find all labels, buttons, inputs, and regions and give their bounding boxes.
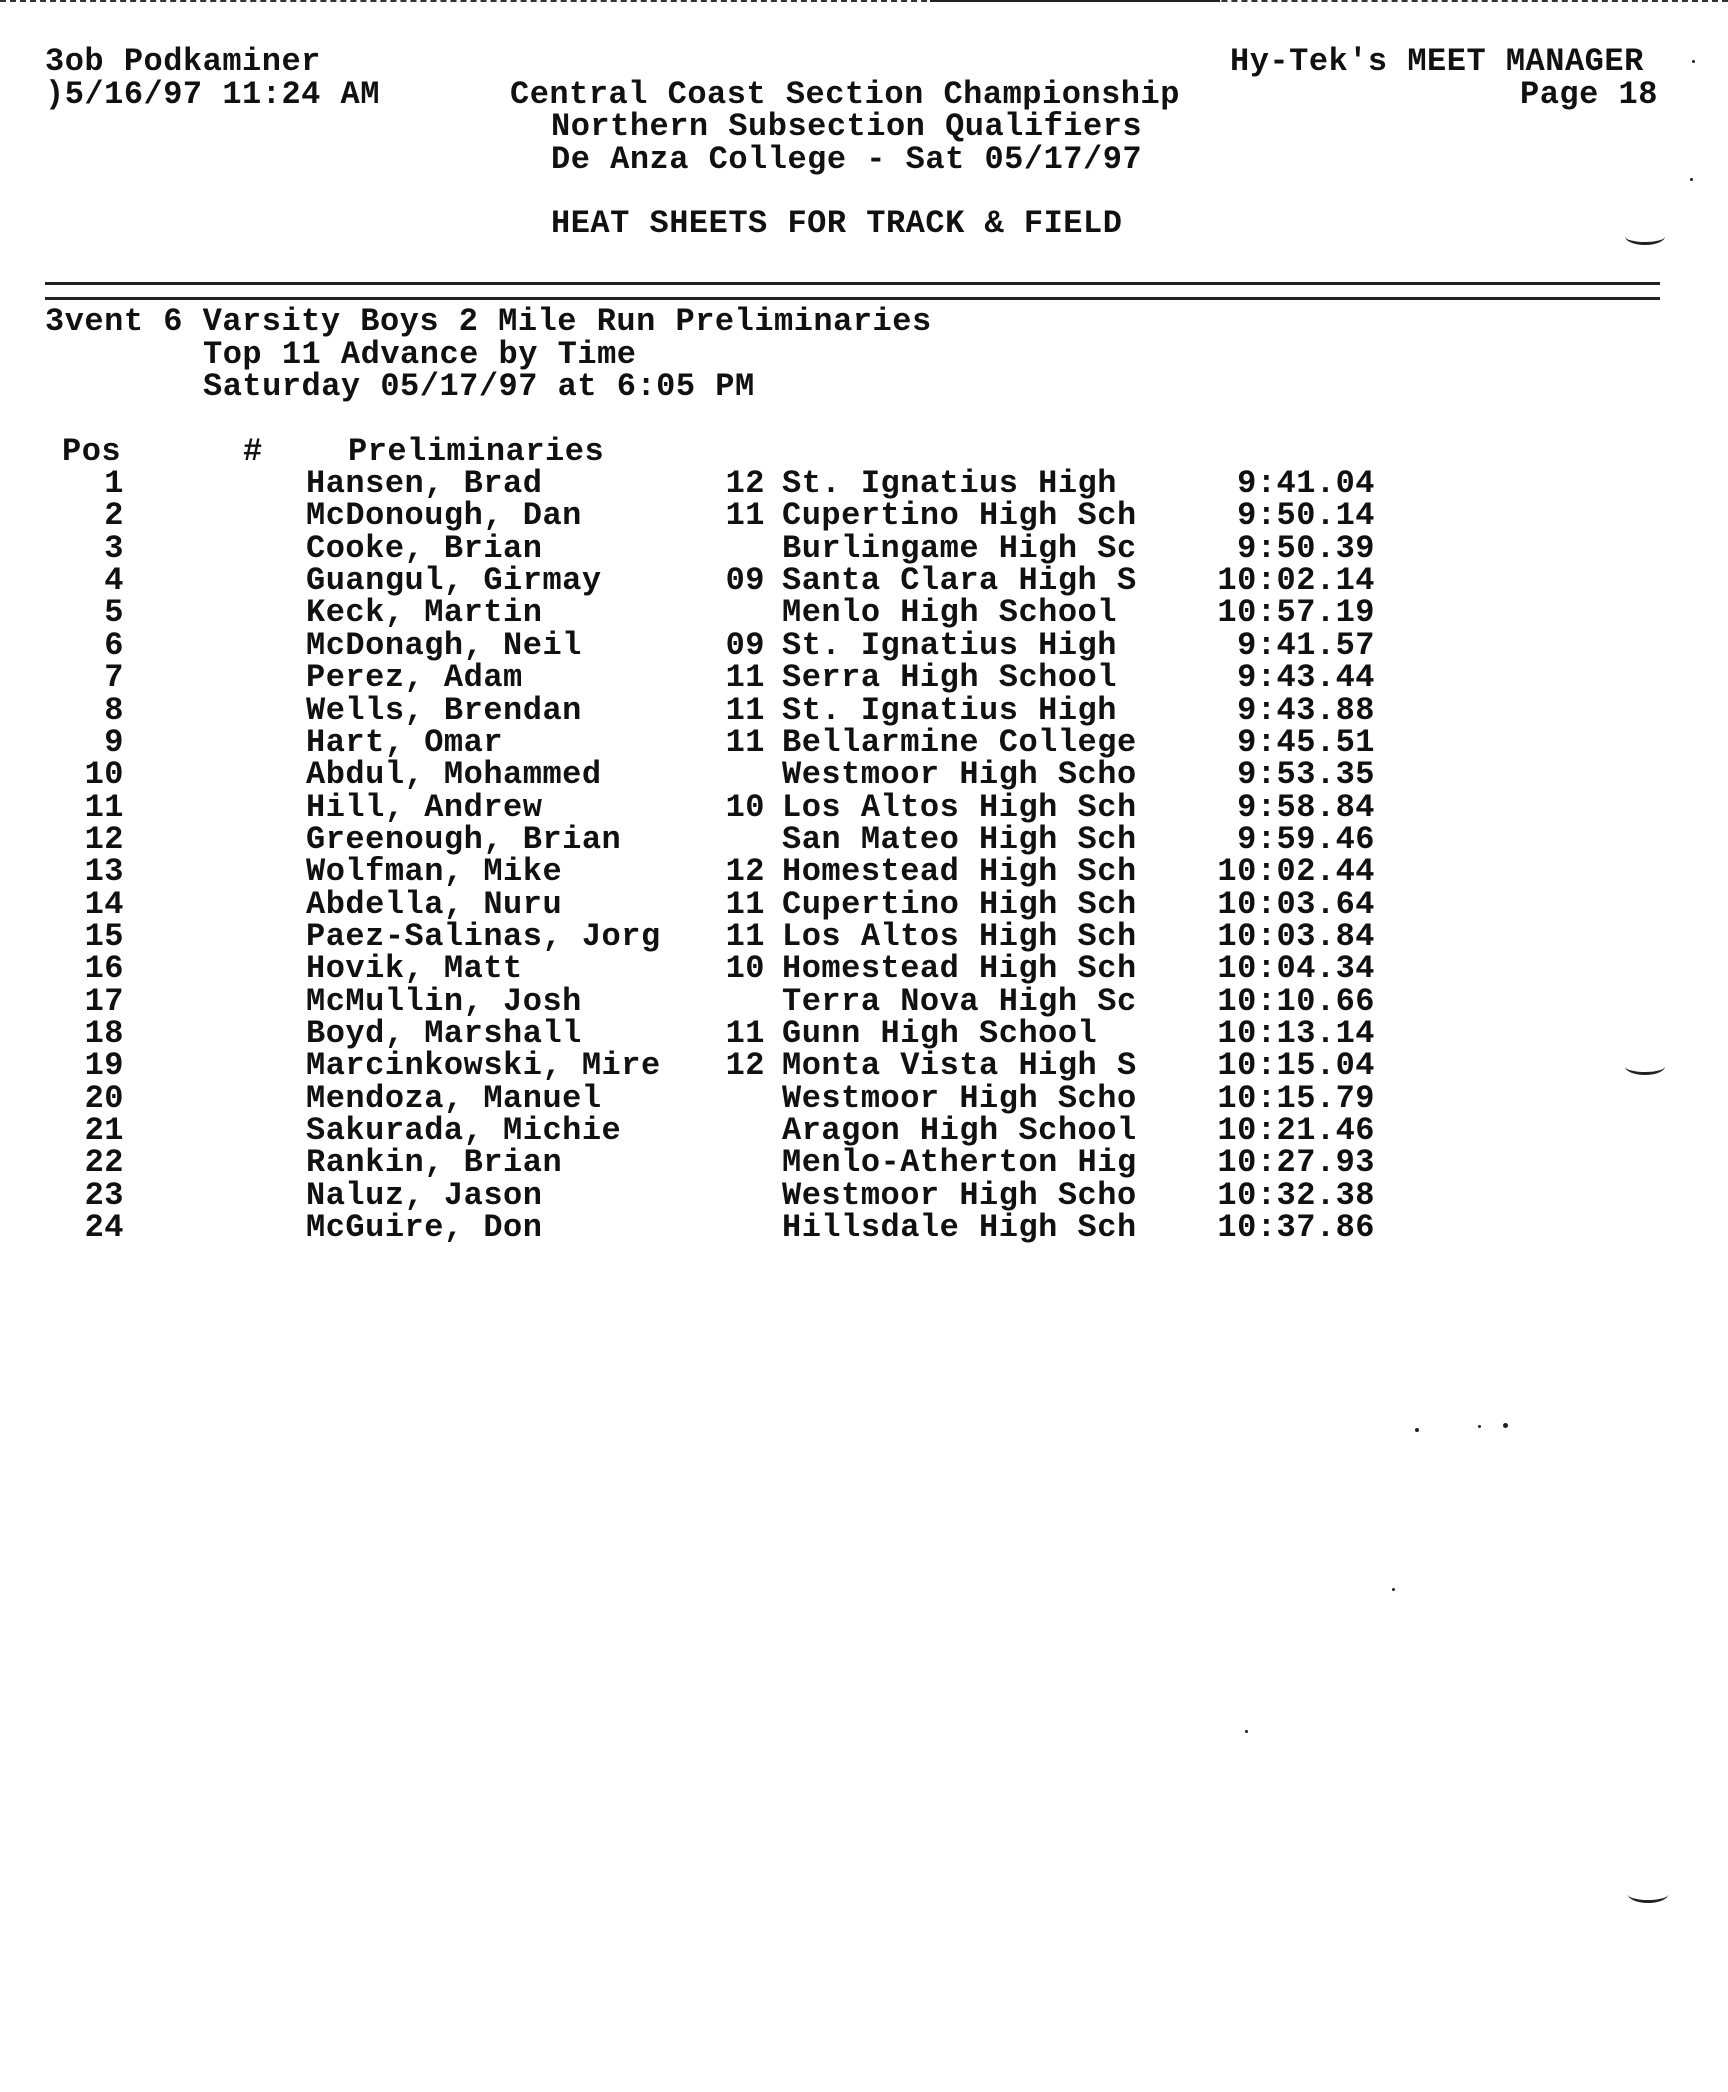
position-cell: 2 [104,497,124,535]
athlete-name-cell: Cooke, Brian [306,529,543,567]
school-cell: Cupertino High Sch [782,885,1137,923]
scan-border-top [0,0,1728,5]
table-row [0,756,1728,794]
event-advance-rule: Top 11 Advance by Time [203,336,637,373]
seed-time-cell: 10:15.79 [1217,1079,1375,1117]
position-cell: 11 [84,788,124,826]
seed-time-cell: 9:50.39 [1237,529,1375,567]
scan-speck [1415,1428,1419,1432]
school-cell: Homestead High Sch [782,853,1137,891]
table-row [0,691,1728,729]
seed-time-cell: 10:21.46 [1217,1112,1375,1149]
sheet-heading: HEAT SHEETS FOR TRACK & FIELD [551,205,1123,242]
seed-time-cell: 10:32.38 [1217,1176,1375,1214]
school-cell: Los Altos High Sch [782,788,1137,826]
athlete-name-cell: Greenough, Brian [306,820,622,858]
seed-time-cell: 9:43.44 [1237,659,1375,697]
athlete-name-cell: Naluz, Jason [306,1176,543,1214]
table-row [0,626,1728,664]
grade-cell: 09 [725,626,765,664]
position-cell: 10 [84,756,124,794]
school-cell: Menlo High School [782,594,1117,632]
position-cell: 4 [104,562,124,599]
table-row [0,594,1728,632]
athlete-name-cell: McDonough, Dan [306,497,582,535]
athlete-name-cell: Abdella, Nuru [306,885,563,923]
table-row [0,1176,1728,1214]
athlete-name-cell: Hansen, Brad [306,465,543,502]
table-row [0,950,1728,988]
school-cell: Bellarmine College [782,723,1137,761]
seed-time-cell: 10:13.14 [1217,1015,1375,1052]
grade-cell: 11 [725,497,765,535]
athlete-name-cell: Hill, Andrew [306,788,543,826]
scan-mark [1628,1886,1668,1903]
school-cell: St. Ignatius High [782,626,1117,664]
position-cell: 24 [84,1209,124,1247]
position-cell: 6 [104,626,124,664]
seed-time-cell: 9:50.14 [1237,497,1375,535]
table-row [0,1144,1728,1182]
athlete-name-cell: Boyd, Marshall [306,1015,582,1052]
school-cell: Serra High School [782,659,1117,697]
athlete-name-cell: Paez-Salinas, Jorg [306,917,661,955]
grade-cell: 09 [725,562,765,599]
table-row [0,659,1728,697]
grade-cell: 11 [725,1015,765,1052]
athlete-name-cell: McMullin, Josh [306,982,582,1020]
school-cell: Monta Vista High S [782,1047,1137,1085]
position-cell: 22 [84,1144,124,1182]
school-cell: Homestead High Sch [782,950,1137,988]
school-cell: St. Ignatius High [782,465,1117,502]
divider-rule [45,282,1660,300]
position-cell: 16 [84,950,124,988]
position-cell: 13 [84,853,124,891]
school-cell: Menlo-Atherton Hig [782,1144,1137,1182]
event-schedule: Saturday 05/17/97 at 6:05 PM [203,368,755,405]
table-row [0,982,1728,1020]
position-cell: 5 [104,594,124,632]
seed-time-cell: 9:43.88 [1237,691,1375,729]
seed-time-cell: 10:02.14 [1217,562,1375,599]
report-datetime: )5/16/97 11:24 AM [45,76,380,113]
table-row [0,788,1728,826]
scan-border-solid [930,0,1220,2]
position-cell: 8 [104,691,124,729]
seed-time-cell: 10:37.86 [1217,1209,1375,1247]
scan-speck [1692,60,1695,63]
athlete-name-cell: Marcinkowski, Mire [306,1047,661,1085]
athlete-name-cell: Rankin, Brian [306,1144,563,1182]
grade-cell: 12 [725,853,765,891]
athlete-name-cell: Sakurada, Michie [306,1112,622,1149]
position-cell: 12 [84,820,124,858]
seed-time-cell: 10:03.84 [1217,917,1375,955]
school-cell: Santa Clara High S [782,562,1137,599]
scan-mark [1625,228,1665,245]
school-cell: Aragon High School [782,1112,1137,1149]
school-cell: Cupertino High Sch [782,497,1137,535]
school-cell: Burlingame High Sc [782,529,1137,567]
school-cell: Terra Nova High Sc [782,982,1137,1020]
athlete-name-cell: Abdul, Mohammed [306,756,602,794]
table-row [0,820,1728,858]
seed-time-cell: 9:41.57 [1237,626,1375,664]
athlete-name-cell: Perez, Adam [306,659,523,697]
athlete-name-cell: Guangul, Girmay [306,562,602,599]
scan-speck [1245,1730,1248,1733]
seed-time-cell: 9:58.84 [1237,788,1375,826]
seed-time-cell: 9:41.04 [1237,465,1375,502]
seed-time-cell: 10:10.66 [1217,982,1375,1020]
page-number: Page 18 [1520,76,1658,113]
seed-time-cell: 10:04.34 [1217,950,1375,988]
table-row [0,723,1728,761]
column-header-pos: Pos [62,433,122,470]
school-cell: Hillsdale High Sch [782,1209,1137,1247]
table-row [0,497,1728,535]
athlete-name-cell: Hovik, Matt [306,950,523,988]
table-row [0,853,1728,891]
position-cell: 21 [84,1112,124,1149]
grade-cell: 12 [725,1047,765,1085]
table-row [0,1112,1728,1149]
table-row [0,562,1728,599]
school-cell: Gunn High School [782,1015,1098,1052]
athlete-name-cell: Wolfman, Mike [306,853,563,891]
position-cell: 1 [104,465,124,502]
athlete-name-cell: Hart, Omar [306,723,504,761]
school-cell: Westmoor High Scho [782,756,1137,794]
grade-cell: 12 [725,465,765,502]
table-row [0,1047,1728,1085]
table-row [0,529,1728,567]
school-cell: San Mateo High Sch [782,820,1137,858]
grade-cell: 11 [725,885,765,923]
athlete-name-cell: McDonagh, Neil [306,626,582,664]
position-cell: 15 [84,917,124,955]
seed-time-cell: 10:15.04 [1217,1047,1375,1085]
meet-subtitle: Northern Subsection Qualifiers [551,108,1143,145]
table-row [0,885,1728,923]
position-cell: 9 [104,723,124,761]
seed-time-cell: 9:45.51 [1237,723,1375,761]
meet-title: Central Coast Section Championship [510,76,1180,113]
column-header-round: Preliminaries [348,433,605,470]
grade-cell: 11 [725,659,765,697]
athlete-name-cell: Mendoza, Manuel [306,1079,602,1117]
table-row [0,1079,1728,1117]
position-cell: 17 [84,982,124,1020]
author-name: 3ob Podkaminer [45,43,321,80]
position-cell: 20 [84,1079,124,1117]
position-cell: 7 [104,659,124,697]
school-cell: Los Altos High Sch [782,917,1137,955]
school-cell: St. Ignatius High [782,691,1117,729]
grade-cell: 11 [725,917,765,955]
software-name: Hy-Tek's MEET MANAGER [1230,43,1644,80]
event-title: 3vent 6 Varsity Boys 2 Mile Run Preliminaries [45,303,932,340]
scan-speck [1392,1588,1395,1591]
grade-cell: 10 [725,950,765,988]
position-cell: 23 [84,1176,124,1214]
seed-time-cell: 10:02.44 [1217,853,1375,891]
grade-cell: 11 [725,723,765,761]
seed-time-cell: 10:03.64 [1217,885,1375,923]
school-cell: Westmoor High Scho [782,1176,1137,1214]
table-row [0,917,1728,955]
position-cell: 18 [84,1015,124,1052]
scan-speck [1690,178,1693,181]
seed-time-cell: 9:53.35 [1237,756,1375,794]
table-row [0,1209,1728,1247]
school-cell: Westmoor High Scho [782,1079,1137,1117]
seed-time-cell: 9:59.46 [1237,820,1375,858]
position-cell: 3 [104,529,124,567]
grade-cell: 10 [725,788,765,826]
scan-speck [1478,1425,1481,1428]
meet-venue-date: De Anza College - Sat 05/17/97 [551,141,1143,178]
athlete-name-cell: Keck, Martin [306,594,543,632]
table-row [0,1015,1728,1052]
athlete-name-cell: McGuire, Don [306,1209,543,1247]
table-row [0,465,1728,502]
grade-cell: 11 [725,691,765,729]
scan-mark [1625,1058,1665,1075]
position-cell: 19 [84,1047,124,1085]
column-header-number: # [243,433,263,470]
seed-time-cell: 10:27.93 [1217,1144,1375,1182]
seed-time-cell: 10:57.19 [1217,594,1375,632]
scan-speck [1503,1423,1508,1428]
athlete-name-cell: Wells, Brendan [306,691,582,729]
position-cell: 14 [84,885,124,923]
